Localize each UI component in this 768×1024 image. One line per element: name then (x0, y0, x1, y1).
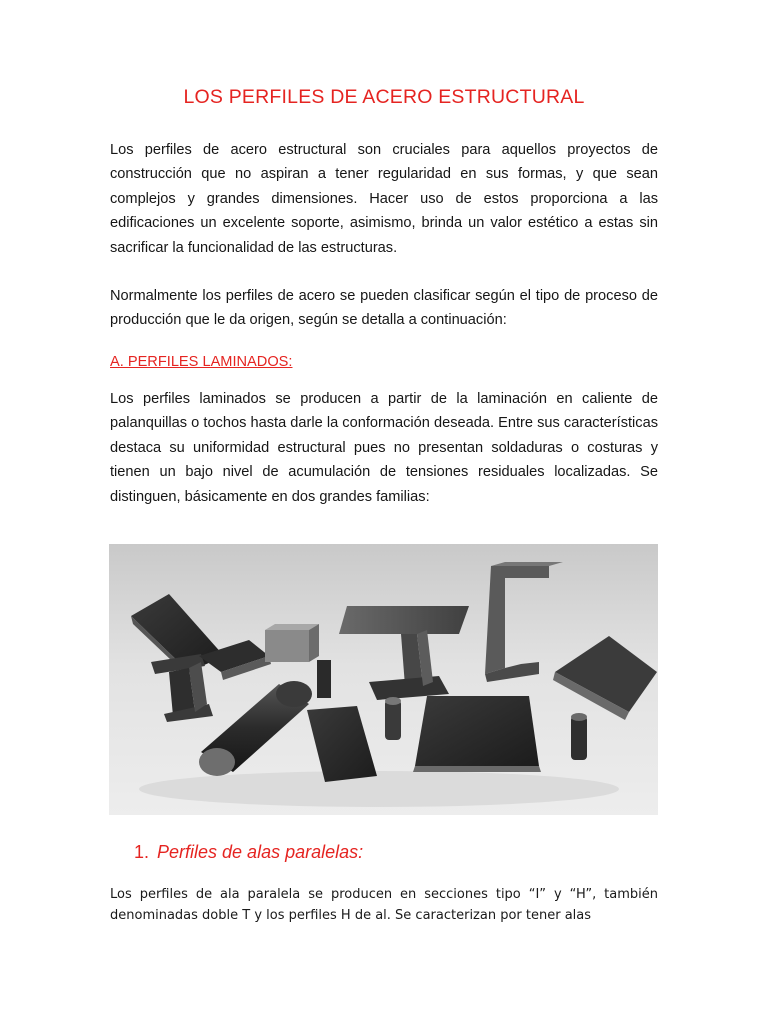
subsection-1-heading (134, 842, 363, 863)
subsection-1-paragraph: Los perfiles de ala paralela se producen en secciones tipo “I” y “H”, también denominadas doble T y los perfiles H de al. Se caracterizan por tener alas (110, 887, 658, 923)
subsection-1-title: Perfiles de alas paralelas: (157, 842, 364, 862)
steel-profiles-photo (109, 544, 658, 815)
classification-paragraph: Normalmente los perfiles de acero se pueden clasificar según el tipo de proceso de producción que le da origen, según se detalla a continuación: (110, 288, 658, 329)
intro-paragraph: Los perfiles de acero estructural son cruciales para aquellos proyectos de construcción que no aspiran a tener regularidad en sus formas, y que sean complejos y grandes dimensiones. Hacer uso de estos proporciona a las edificaciones un excelente soporte, asimismo, brinda un valor estético a estas sin sacrificar la funcionalidad de las estructuras. (110, 142, 658, 256)
subsection-1-number: 1. (134, 842, 150, 862)
section-a-paragraph: Los perfiles laminados se producen a partir de la laminación en caliente de palanquillas o tochos hasta darle la conformación deseada. Entre sus características destaca su uniformidad estructural pues no presentan soldaduras o costuras y tienen un bajo nivel de acumulación de tensiones residuales localizadas. Se distinguen, básicamente en dos grandes familias: (110, 391, 658, 505)
section-a-heading: A. PERFILES LAMINADOS: (110, 354, 293, 370)
document-title: LOS PERFILES DE ACERO ESTRUCTURAL (183, 86, 585, 108)
